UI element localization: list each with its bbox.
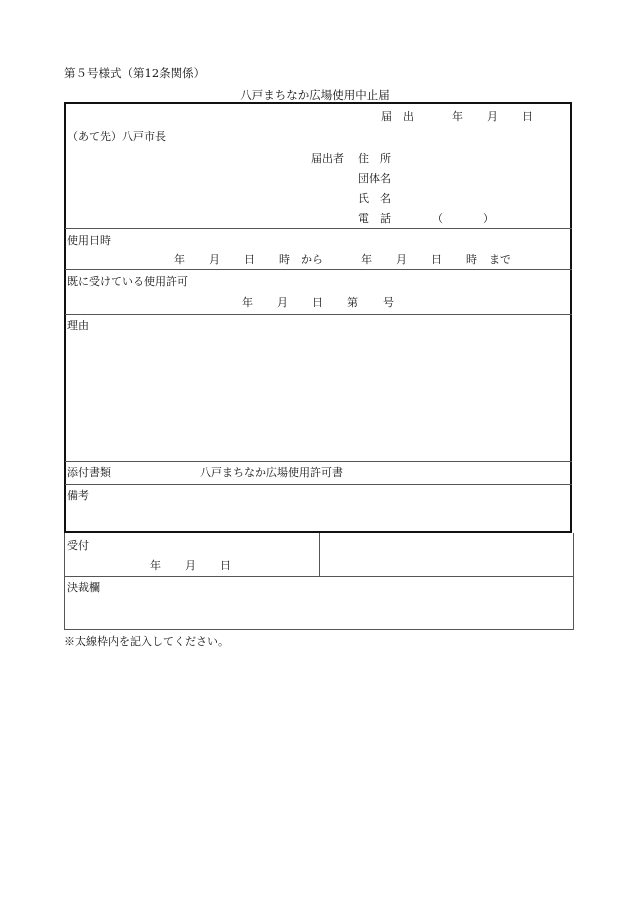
divider-usage-datetime (65, 269, 572, 270)
applicant-address-label: 住 所 (358, 152, 391, 165)
permit-dai: 第 (347, 296, 358, 309)
submitted-label: 届 出 (381, 110, 414, 123)
submitted-day: 日 (522, 110, 533, 123)
divider-reception (64, 576, 574, 577)
usage-start-year: 年 (174, 253, 185, 266)
divider-existing-permit (65, 314, 572, 315)
applicant-name-label: 氏 名 (358, 192, 391, 205)
reception-month: 月 (185, 559, 196, 572)
divider-reception-vertical (319, 533, 320, 576)
usage-from: から (301, 253, 323, 266)
usage-end-day: 日 (431, 253, 442, 266)
phone-paren-close: ） (483, 212, 494, 225)
reception-day: 日 (220, 559, 231, 572)
permit-go: 号 (383, 296, 394, 309)
submitted-year: 年 (452, 110, 463, 123)
reception-label: 受付 (67, 539, 89, 552)
usage-start-day: 日 (244, 253, 255, 266)
reception-year: 年 (150, 559, 161, 572)
applicant-phone-label: 電 話 (358, 212, 391, 225)
usage-until: まで (489, 253, 511, 266)
usage-start-hour: 時 (279, 253, 290, 266)
remarks-label: 備考 (67, 489, 89, 502)
permit-month: 月 (277, 296, 288, 309)
divider-applicant (65, 228, 572, 229)
divider-attachments (65, 484, 572, 485)
submitted-month: 月 (487, 110, 498, 123)
form-title: 八戸まちなか広場使用中止届 (240, 88, 390, 102)
usage-end-hour: 時 (466, 253, 477, 266)
usage-end-year: 年 (361, 253, 372, 266)
reason-label: 理由 (67, 319, 89, 332)
form-number: 第５号様式（第12条関係） (64, 66, 206, 80)
attachments-label: 添付書類 (67, 466, 111, 479)
existing-permit-label: 既に受けている使用許可 (67, 275, 188, 288)
permit-day: 日 (312, 296, 323, 309)
divider-reason (65, 461, 572, 462)
usage-start-month: 月 (209, 253, 220, 266)
footnote: ※太線枠内を記入してください。 (64, 635, 229, 648)
applicant-label: 届出者 (311, 152, 344, 165)
permit-year: 年 (242, 296, 253, 309)
usage-datetime-label: 使用日時 (67, 234, 111, 247)
attachments-value: 八戸まちなか広場使用許可書 (200, 466, 343, 479)
phone-paren-open: （ (432, 212, 443, 225)
usage-end-month: 月 (396, 253, 407, 266)
addressee: （あて先）八戸市長 (67, 130, 166, 143)
approval-label: 決裁欄 (67, 581, 100, 594)
applicant-group-label: 団体名 (358, 172, 391, 185)
